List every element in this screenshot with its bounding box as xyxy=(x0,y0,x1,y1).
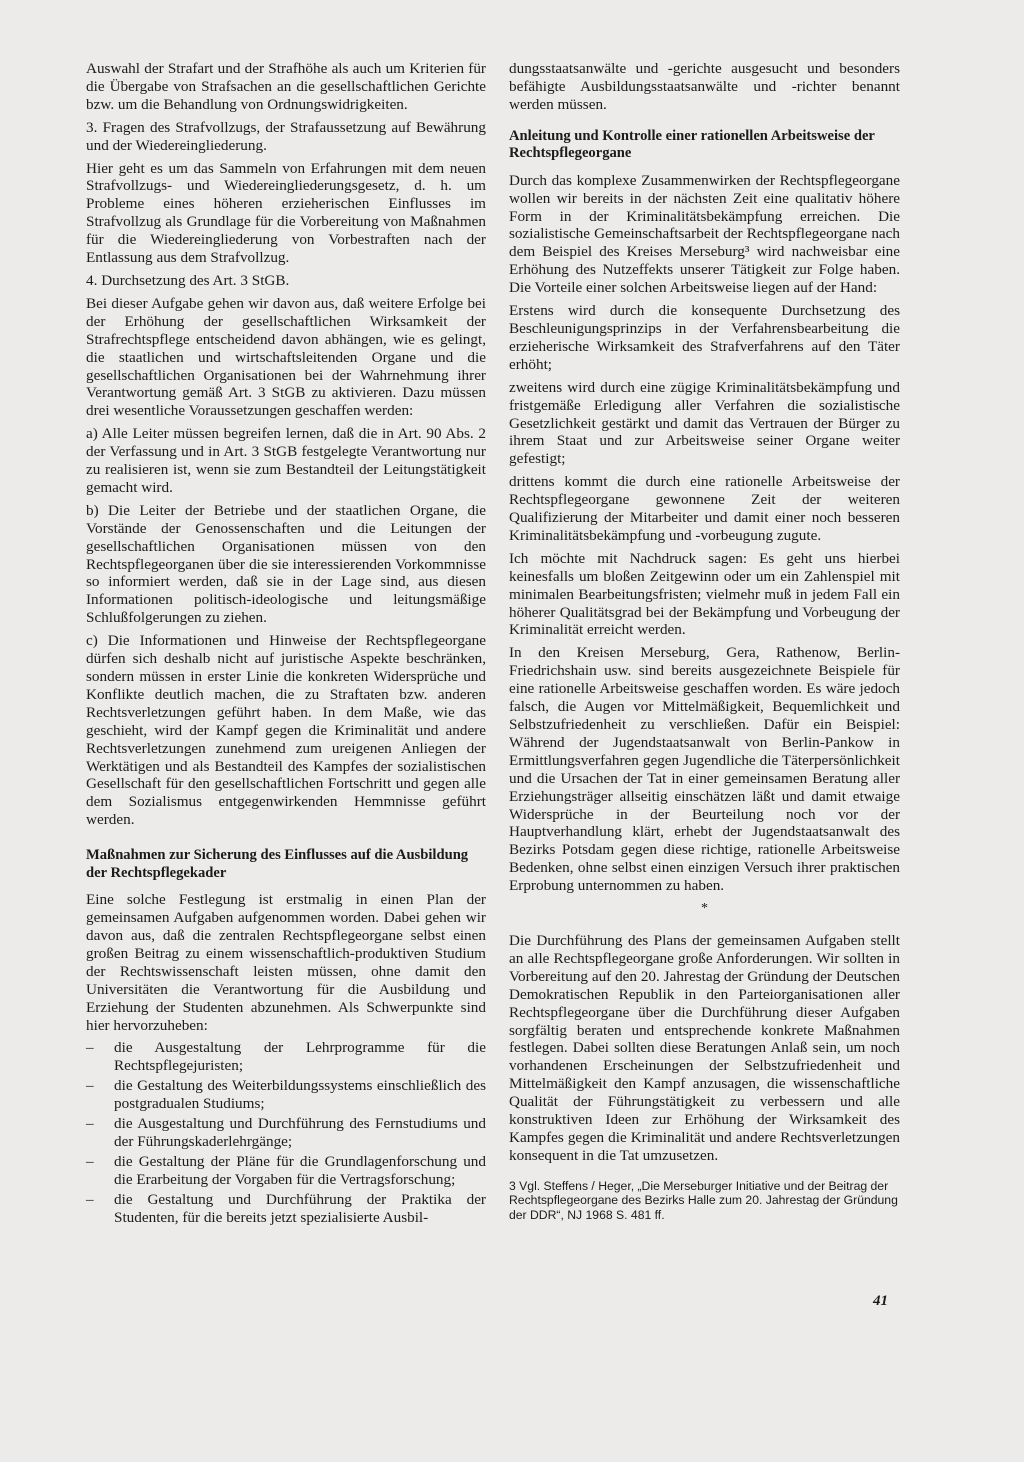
paragraph: Auswahl der Strafart und der Strafhöhe als auch um Kriterien für die Übergabe von Strafsachen an die gesellschaftlichen Gerichte bzw. um die Behandlung von Ordnungswidrigkeiten. xyxy=(86,60,486,113)
list-item-text: die Ausgestaltung der Lehrprogramme für die Rechtspflegejuristen; xyxy=(114,1039,486,1075)
paragraph: c) Die Informationen und Hinweise der Rechtspflegeorgane dürfen sich deshalb nicht auf juristische Aspekte beschränken, sondern müssen in erster Linie die konkreten Widersprüche und Konflikte deutlich machen, die zu Straftaten bzw. anderen Rechtsverletzungen geführt haben. In dem Maße, wie das geschieht, wird der Kampf gegen die Kriminalität und andere Rechtsverletzungen zunehmend zum ureigenen Anliegen der Werktätigen und als Bestandteil des Kampfes der sozialistischen Gesellschaft für den gesellschaftlichen Fortschritt und gegen alle dem Sozialismus entgegenwirkenden Hemmnisse geführt werden. xyxy=(86,632,486,829)
list-item-text: die Gestaltung und Durchführung der Praktika der Studenten, für die bereits jetzt spezialisierte Ausbil- xyxy=(114,1190,486,1226)
page-number: 41 xyxy=(873,1293,888,1309)
paragraph: Bei dieser Aufgabe gehen wir davon aus, daß weitere Erfolge bei der Erhöhung der gesellschaftlichen Wirksamkeit der Strafrechtspflege entscheidend davon abhängen, wie es gelingt, die staatlichen und wirtschaftsleitenden Organe und die gesellschaftlichen Organisationen bei der Wahrnehmung ihrer Verantwortung gemäß Art. 3 StGB zu aktivieren. Dazu müssen drei wesentliche Voraussetzungen geschaffen werden: xyxy=(86,294,486,420)
paragraph: 4. Durchsetzung des Art. 3 StGB. xyxy=(86,271,290,289)
paragraph: Ich möchte mit Nachdruck sagen: Es geht uns hierbei keinesfalls um bloßen Zeitgewinn oder um ein Zahlenspiel mit minimalen Bearbeitungsfristen; vielmehr muß in jedem Fall ein höherer Qualitätsgrad bei der Bekämpfung und Vorbeugung der Kriminalität erreicht werden. xyxy=(509,549,900,639)
list-item xyxy=(86,1153,486,1189)
footnote: 3 Vgl. Steffens / Heger, „Die Merseburger Initiative und der Beitrag der Rechtspflegeorgane des Bezirks Halle zum 20. Jahrestag der Gründung der DDR“, NJ 1968 S. 481 ff. xyxy=(509,1178,898,1222)
dash-marker: – xyxy=(86,1115,94,1133)
bullet-list xyxy=(86,1039,486,1226)
list-item-text: die Ausgestaltung und Durchführung des Fernstudiums und der Führungskaderlehrgänge; xyxy=(114,1115,486,1150)
list-item xyxy=(86,1077,486,1113)
paragraph: drittens kommt die durch eine rationelle Arbeitsweise der Rechtspflegeorgane gewonnene Zeit der weiteren Qualifizierung der Mitarbeiter und damit einer noch besseren Kriminalitätsbekämpfung und -vorbeugung zugute. xyxy=(509,473,900,544)
paragraph: a) Alle Leiter müssen begreifen lernen, daß die in Art. 90 Abs. 2 der Verfassung und in Art. 3 StGB festgelegte Verantwortung nur zu realisieren ist, wenn sie zum Bestandteil der Leitungstätigkeit gemacht wird. xyxy=(86,425,486,496)
paragraph: b) Die Leiter der Betriebe und der staatlichen Organe, die Vorstände der Genossenschaften und die Leitungen der gesellschaftlichen Organisationen müssen von den Rechtspflegeorganen über die sie interessierenden Vorkommnisse so informiert werden, daß sie in der Lage sind, aus diesen Informationen politisch-ideologische und leitungsmäßige Schlußfolgerungen zu ziehen. xyxy=(86,501,486,627)
list-item xyxy=(86,1039,486,1075)
paragraph: Die Durchführung des Plans der gemeinsamen Aufgaben stellt an alle Rechtspflegeorgane große Anforderungen. Wir sollten in Vorbereitung auf den 20. Jahrestag der Gründung der Deutschen Demokratischen Republik in den Parteiorganisationen aller Rechtspflegeorgane über die Durchführung dieser Aufgaben sorgfältig beraten und entsprechende konkrete Maßnahmen festlegen. Dabei sollten diese Beratungen Anlaß sein, um noch vorhandenen Erscheinungen der Selbstzufriedenheit und Mittelmäßigkeit den Kampf anzusagen, die wissenschaftliche Qualität der Führungstätigkeit zu verbessern und alle konstruktiven Ideen zur Erhöhung der Wirksamkeit des Kampfes gegen die Kriminalität und andere Rechtsverletzungen konsequent in die Tat umzusetzen. xyxy=(509,931,900,1164)
section-heading: Maßnahmen zur Sicherung des Einflusses auf die Ausbildung der Rechtspflegekader xyxy=(86,847,469,881)
paragraph: Hier geht es um das Sammeln von Erfahrungen mit dem neuen Strafvollzugs- und Wiedereingliederungsgesetz, d. h. um Probleme eines höheren erzieherischen Einflusses im Strafvollzug als Grundlage für die Vorbereitung von Maßnahmen für die Wiedereingliederung von Vorbestraften nach der Entlassung aus dem Strafvollzug. xyxy=(86,159,486,267)
paragraph: Erstens wird durch die konsequente Durchsetzung des Beschleunigungsprinzips in der Verfahrensbearbeitung die erzieherische Wirksamkeit des Strafverfahrens auf den Täter erhöht; xyxy=(509,302,900,373)
dash-marker: – xyxy=(86,1077,94,1095)
dash-marker: – xyxy=(86,1190,94,1208)
paragraph: zweitens wird durch eine zügige Kriminalitätsbekämpfung und fristgemäße Erledigung aller Verfahren die sozialistische Gesetzlichkeit gestärkt und damit das Vertrauen der Bürger zu ihrem Staat und zur Arbeitsweise seiner Organe weiter gefestigt; xyxy=(509,378,900,468)
right-column xyxy=(509,60,900,1227)
paragraph: dungsstaatsanwälte und -gerichte ausgesucht und besonders befähigte Ausbildungsstaatsanwälte und -richter benannt werden müssen. xyxy=(509,60,900,113)
list-item xyxy=(86,1115,486,1151)
left-column xyxy=(86,60,486,1228)
paragraph: Eine solche Festlegung ist erstmalig in einen Plan der gemeinsamen Aufgaben aufgenommen worden. Dabei gehen wir davon aus, daß die zentralen Rechtspflegeorgane selbst einen großen Beitrag zu einem wissenschaftlich-produktiven Studium der Rechtswissenschaft leisten müssen, ohne damit den Universitäten die Verantwortung für die Ausbildung und Erziehung der Studenten abzunehmen. Als Schwerpunkte sind hier hervorzuheben: xyxy=(86,891,486,1034)
dash-marker: – xyxy=(86,1039,94,1057)
paragraph: 3. Fragen des Strafvollzugs, der Strafaussetzung auf Bewährung und der Wiedereingliederung. xyxy=(86,118,486,154)
paragraph: In den Kreisen Merseburg, Gera, Rathenow, Berlin-Friedrichshain usw. sind bereits ausgezeichnete Beispiele für eine rationelle Arbeitsweise geschaffen worden. Es wäre jedoch falsch, die Augen vor Mittelmäßigkeit, Bequemlichkeit und Selbstzufriedenheit zu verschließen. Dafür ein Beispiel: Während der Jugendstaatsanwalt von Berlin-Pankow in Ermittlungsverfahren gegen Jugendliche die Täterpersönlichkeit und die Ursachen der Tat in einer gemeinsamen Beratung aller Erziehungsträger allseitig einschätzen läßt und damit etwaige Widersprüche in der Beurteilung noch vor der Hauptverhandlung klärt, erhebt der Jugendstaatsanwalt des Bezirks Potsdam gegen diese richtige, rationelle Arbeitsweise Bedenken, ohne selbst einen einzigen Versuch ihrer praktischen Erprobung unternommen zu haben. xyxy=(509,644,900,895)
list-item-text: die Gestaltung des Weiterbildungssystems einschließlich des postgradualen Studiums; xyxy=(114,1077,486,1113)
dash-marker: – xyxy=(86,1152,94,1170)
list-item xyxy=(86,1191,486,1227)
paragraph: Durch das komplexe Zusammenwirken der Rechtspflegeorgane wollen wir bereits in der nächsten Zeit eine qualitativ höhere Form in der Kriminalitätsbekämpfung erreichen. Die sozialistische Gemeinschaftsarbeit der Rechtspflegeorgane nach dem Beispiel des Kreises Merseburg³ wird nachweisbar eine Erhöhung des Nutzeffekts unserer Tätigkeit zur Folge haben. Die Vorteile einer solchen Arbeitsweise liegen auf der Hand: xyxy=(509,171,900,297)
list-item-text: die Gestaltung der Pläne für die Grundlagenforschung und die Erarbeitung der Vorgaben für die Vertragsforschung; xyxy=(114,1152,486,1188)
section-heading: Anleitung und Kontrolle einer rationellen Arbeitsweise der Rechtspflegeorgane xyxy=(509,127,875,162)
section-separator: * xyxy=(701,901,708,917)
